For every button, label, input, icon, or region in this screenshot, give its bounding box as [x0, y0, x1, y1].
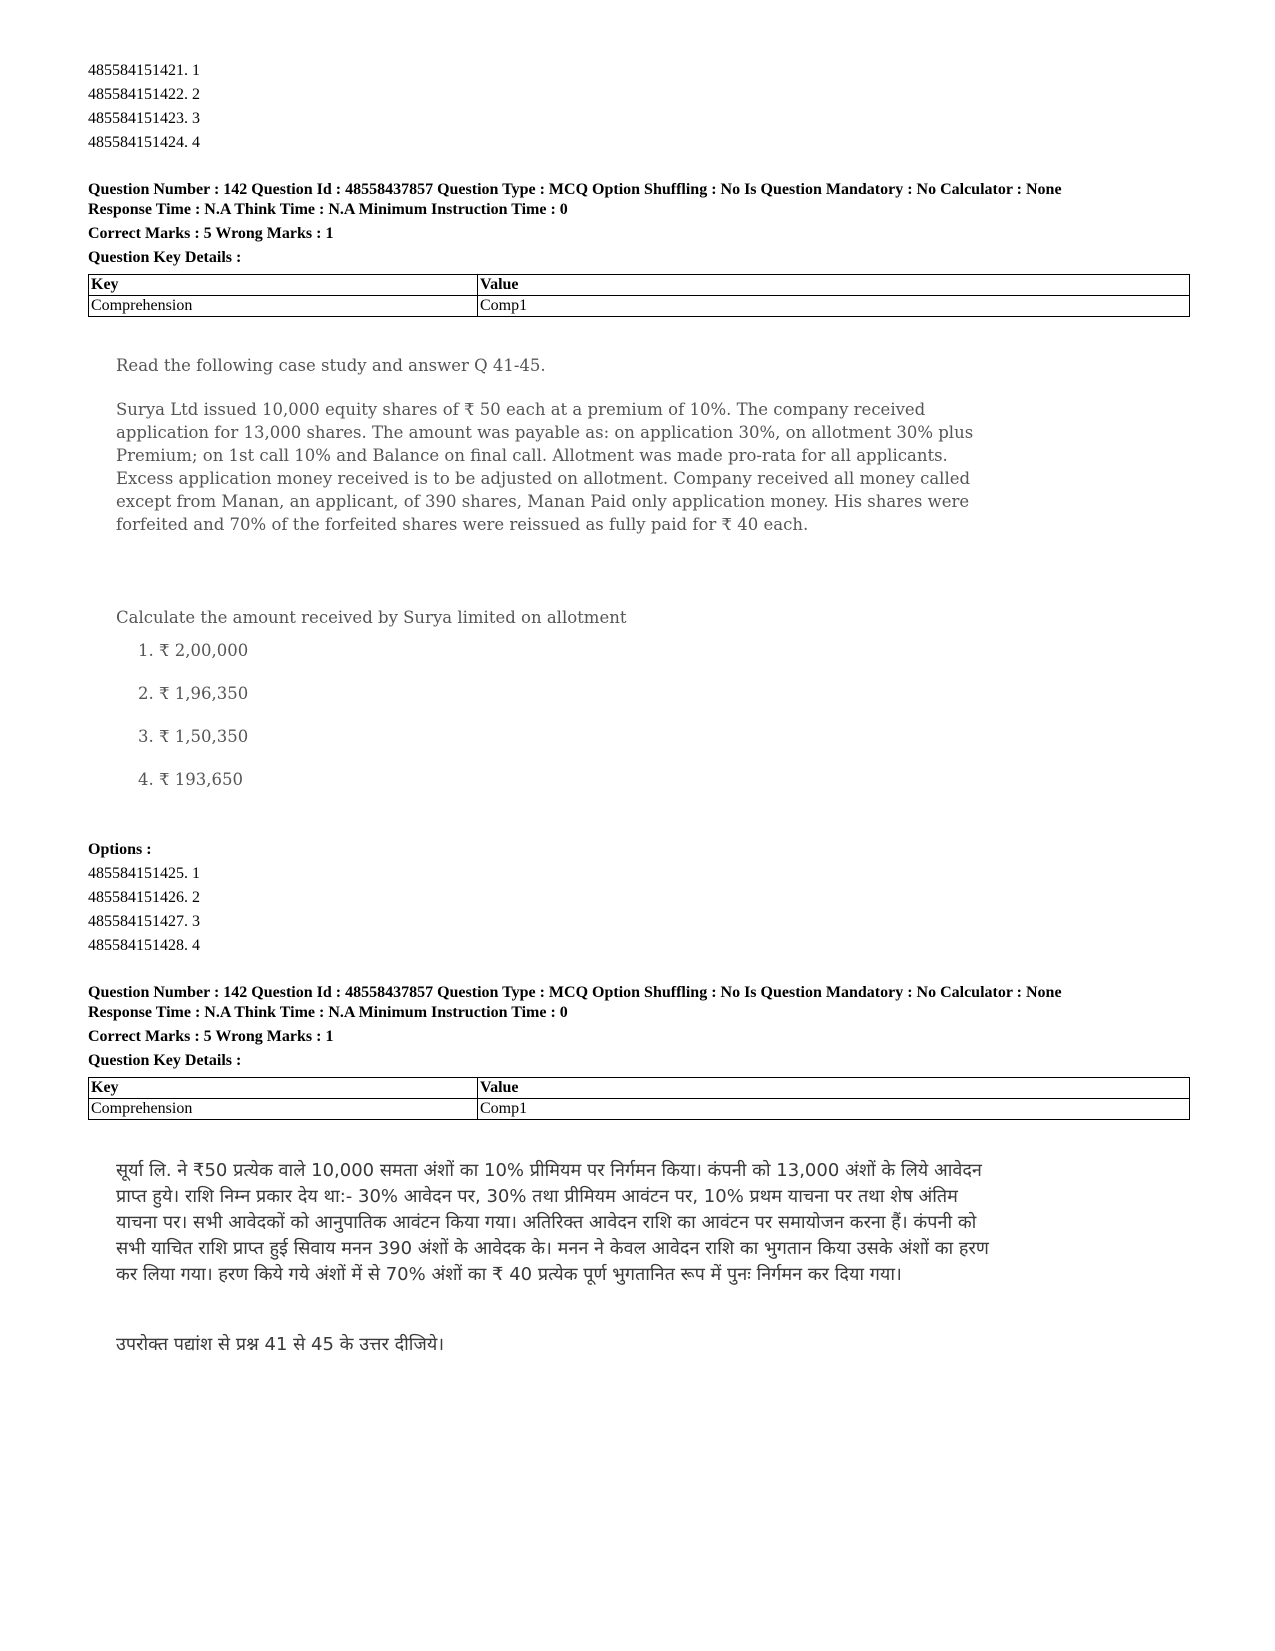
table-header-key: Key — [89, 1078, 478, 1099]
table-row — [89, 1099, 1190, 1120]
answer-choice: 3. ₹ 1,50,350 — [138, 727, 249, 746]
key-details-table — [88, 1077, 1190, 1120]
option-id-line: 485584151421. 1 — [88, 62, 200, 79]
question-block-2 — [88, 983, 1190, 1120]
option-id-line: 485584151428. 4 — [88, 937, 200, 954]
question-block-1 — [88, 180, 1190, 317]
table-header-row — [89, 275, 1190, 296]
table-cell-value: Comp1 — [478, 296, 1190, 317]
response-time-line: Response Time : N.A Think Time : N.A Minimum Instruction Time : 0 — [88, 201, 568, 218]
question-header: Question Number : 142 Question Id : 48558437857 Question Type : MCQ Option Shuffling : No Is Question Mandatory : No Calculator : None — [88, 984, 1062, 1001]
answer-choice: 4. ₹ 193,650 — [138, 770, 243, 789]
question-header: Question Number : 142 Question Id : 48558437857 Question Type : MCQ Option Shuffling : No Is Question Mandatory : No Calculator : None — [88, 181, 1062, 198]
previous-options-list — [88, 59, 200, 155]
option-id-line: 485584151423. 3 — [88, 110, 200, 127]
key-details-label: Question Key Details : — [88, 1052, 242, 1069]
response-time-line: Response Time : N.A Think Time : N.A Minimum Instruction Time : 0 — [88, 1004, 568, 1021]
option-id-line: 485584151422. 2 — [88, 86, 200, 103]
option-id-line: 485584151425. 1 — [88, 865, 200, 882]
options-list — [88, 838, 200, 958]
key-details-label: Question Key Details : — [88, 249, 242, 266]
case-question: Calculate the amount received by Surya limited on allotment — [116, 608, 627, 627]
hindi-case-question: उपरोक्त पद्यांश से प्रश्न 41 से 45 के उत्तर दीजिये। — [116, 1334, 445, 1355]
table-cell-key: Comprehension — [89, 1099, 478, 1120]
table-header-value: Value — [478, 1078, 1190, 1099]
case-study-intro: Read the following case study and answer Q 41-45. — [116, 356, 546, 375]
table-header-value: Value — [478, 275, 1190, 296]
option-id-line: 485584151427. 3 — [88, 913, 200, 930]
options-label: Options : — [88, 841, 152, 858]
table-cell-key: Comprehension — [89, 296, 478, 317]
marks-line: Correct Marks : 5 Wrong Marks : 1 — [88, 1028, 334, 1045]
answer-choice: 2. ₹ 1,96,350 — [138, 684, 249, 703]
hindi-case-study-body: सूर्या लि. ने ₹50 प्रत्येक वाले 10,000 समता अंशों का 10% प्रीमियम पर निर्गमन किया। कंपनी को 13,000 अंशों के लिये आवेदन प्राप्त हुये। राशि निम्न प्रकार देय था:- 30% आवेदन पर, 30% तथा प्रीमियम आवंटन पर, 10% प्रथम याचना पर तथा शेष अंतिम याचना पर। सभी आवेदकों को आनुपातिक आवंटन किया गया। अतिरिक्त आवेदन राशि का आवंटन पर समायोजन करना हैं। कंपनी को सभी याचित राशि प्राप्त हुई सिवाय मनन 390 अंशों के आवेदक के। मनन ने केवल आवेदन राशि का भुगतान किया उसके अंशों का हरण कर लिया गया। हरण किये गये अंशों में से 70% अंशों का ₹ 40 प्रत्येक पूर्ण भुगतानित रूप में पुनः निर्गमन कर दिया गया। — [116, 1160, 989, 1285]
table-header-key: Key — [89, 275, 478, 296]
case-study-body: Surya Ltd issued 10,000 equity shares of ₹ 50 each at a premium of 10%. The company received application for 13,000 shares. The amount was payable as: on application 30%, on allotment 30% plus Premium; on 1st call 10% and Balance on final call. Allotment was made pro-rata for all applicants. Excess application money received is to be adjusted on allotment. Company received all money called except from Manan, an applicant, of 390 shares, Manan Paid only application money. His shares were forfeited and 70% of the forfeited shares were reissued as fully paid for ₹ 40 each. — [116, 400, 974, 534]
table-row — [89, 296, 1190, 317]
option-id-line: 485584151426. 2 — [88, 889, 200, 906]
key-details-table — [88, 274, 1190, 317]
table-header-row — [89, 1078, 1190, 1099]
answer-choice: 1. ₹ 2,00,000 — [138, 641, 249, 660]
table-cell-value: Comp1 — [478, 1099, 1190, 1120]
option-id-line: 485584151424. 4 — [88, 134, 200, 151]
marks-line: Correct Marks : 5 Wrong Marks : 1 — [88, 225, 334, 242]
